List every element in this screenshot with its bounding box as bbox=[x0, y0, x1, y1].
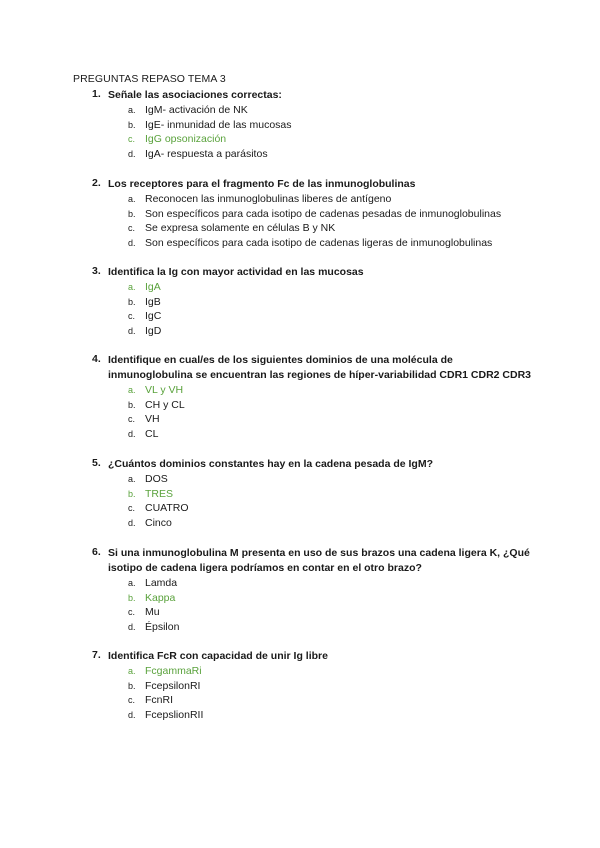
option-text: DOS bbox=[145, 473, 168, 485]
option-letter: b. bbox=[128, 296, 136, 307]
option-letter: a. bbox=[128, 666, 136, 676]
option-text: Reconocen las inmunoglobulinas liberes de antígeno bbox=[145, 193, 392, 205]
option-text: Épsilon bbox=[145, 621, 180, 634]
question-2 bbox=[0, 177, 600, 251]
option-d bbox=[0, 427, 600, 442]
question-5 bbox=[0, 457, 600, 531]
option-letter: c. bbox=[128, 311, 136, 322]
option-a bbox=[0, 576, 600, 591]
option-text: Kappa bbox=[145, 591, 176, 604]
option-letter: b. bbox=[128, 488, 136, 499]
question-1 bbox=[0, 88, 600, 162]
question-4 bbox=[0, 353, 600, 442]
option-letter: a. bbox=[128, 282, 136, 292]
question-text: Si una inmunoglobulina M presenta en uso de sus brazos una cadena ligera K, ¿Qué isotipo de cadena ligera podríamos en contar en el otro brazo? bbox=[108, 547, 530, 574]
option-text: TRES bbox=[145, 487, 174, 500]
option-letter: d. bbox=[128, 622, 136, 633]
option-c bbox=[0, 309, 600, 324]
option-b bbox=[0, 295, 600, 310]
option-letter: d. bbox=[128, 429, 136, 440]
option-letter: d. bbox=[128, 149, 136, 160]
question-6 bbox=[0, 546, 600, 635]
question-7 bbox=[0, 649, 600, 723]
option-text: Mu bbox=[145, 606, 160, 619]
option-letter: a. bbox=[128, 385, 136, 395]
option-text: IgA bbox=[145, 281, 161, 293]
question-text: Identifica la Ig con mayor actividad en las mucosas bbox=[108, 266, 364, 278]
option-letter: d. bbox=[128, 710, 136, 721]
question-text: Identifica FcR con capacidad de unir Ig libre bbox=[108, 650, 328, 662]
option-text: IgG opsonización bbox=[145, 133, 227, 146]
option-text: Cinco bbox=[145, 517, 172, 530]
option-text: IgM- activación de NK bbox=[145, 104, 248, 116]
option-letter: a. bbox=[128, 194, 136, 204]
option-text: IgD bbox=[145, 325, 162, 338]
option-a bbox=[0, 192, 600, 207]
option-d bbox=[0, 620, 600, 635]
option-d bbox=[0, 236, 600, 251]
document-title: PREGUNTAS REPASO TEMA 3 bbox=[73, 73, 226, 85]
option-text: Se expresa solamente en células B y NK bbox=[145, 222, 336, 235]
option-letter: b. bbox=[128, 680, 136, 691]
option-d bbox=[0, 147, 600, 162]
question-number: 4. bbox=[92, 353, 101, 365]
option-text: Lamda bbox=[145, 577, 178, 589]
question-number: 6. bbox=[92, 546, 101, 558]
option-text: VH bbox=[145, 413, 160, 426]
option-letter: a. bbox=[128, 578, 136, 588]
option-c bbox=[0, 412, 600, 427]
option-text: IgC bbox=[145, 310, 162, 323]
option-letter: a. bbox=[128, 105, 136, 115]
option-a-correct bbox=[0, 383, 600, 398]
option-c bbox=[0, 221, 600, 236]
option-letter: b. bbox=[128, 208, 136, 219]
question-number: 3. bbox=[92, 265, 101, 277]
option-letter: b. bbox=[128, 119, 136, 130]
option-c-correct bbox=[0, 132, 600, 147]
option-b bbox=[0, 679, 600, 694]
option-letter: c. bbox=[128, 695, 136, 706]
option-text: Son específicos para cada isotipo de cadenas pesadas de inmunoglobulinas bbox=[145, 207, 502, 220]
option-c bbox=[0, 501, 600, 516]
option-letter: d. bbox=[128, 518, 136, 529]
option-d bbox=[0, 708, 600, 723]
option-text: FcnRI bbox=[145, 694, 174, 707]
option-letter: d. bbox=[128, 238, 136, 249]
option-a bbox=[0, 472, 600, 487]
option-c bbox=[0, 693, 600, 708]
option-a bbox=[0, 103, 600, 118]
option-b bbox=[0, 207, 600, 222]
option-text: FcepslionRII bbox=[145, 709, 204, 722]
option-b bbox=[0, 118, 600, 133]
question-text: Señale las asociaciones correctas: bbox=[108, 89, 282, 101]
option-letter: c. bbox=[128, 414, 136, 425]
option-text: FcepsilonRI bbox=[145, 679, 201, 692]
option-letter: b. bbox=[128, 592, 136, 603]
option-b bbox=[0, 398, 600, 413]
option-d bbox=[0, 516, 600, 531]
option-text: Son específicos para cada isotipo de cadenas ligeras de inmunoglobulinas bbox=[145, 237, 493, 250]
question-text: Los receptores para el fragmento Fc de las inmunoglobulinas bbox=[108, 178, 416, 190]
question-number: 2. bbox=[92, 177, 101, 189]
question-number: 5. bbox=[92, 457, 101, 469]
option-a-correct bbox=[0, 280, 600, 295]
question-number: 7. bbox=[92, 649, 101, 661]
option-letter: c. bbox=[128, 607, 136, 618]
option-letter: c. bbox=[128, 134, 136, 145]
option-letter: c. bbox=[128, 503, 136, 514]
option-text: FcgammaRi bbox=[145, 665, 202, 677]
question-3 bbox=[0, 265, 600, 339]
option-letter: c. bbox=[128, 223, 136, 234]
question-text: ¿Cuántos dominios constantes hay en la cadena pesada de IgM? bbox=[108, 458, 433, 470]
option-text: VL y VH bbox=[145, 384, 184, 396]
option-letter: b. bbox=[128, 399, 136, 410]
question-text: Identifique en cual/es de los siguientes dominios de una molécula de inmunoglobulina se encuentran las regiones de híper-variabilidad CDR1 CDR2 CDR3 bbox=[108, 354, 531, 381]
option-text: CL bbox=[145, 428, 159, 441]
option-letter: a. bbox=[128, 474, 136, 484]
question-number: 1. bbox=[92, 88, 101, 100]
option-text: IgE- inmunidad de las mucosas bbox=[145, 118, 292, 131]
option-letter: d. bbox=[128, 326, 136, 337]
option-d bbox=[0, 324, 600, 339]
option-b-correct bbox=[0, 487, 600, 502]
option-c bbox=[0, 605, 600, 620]
option-a-correct bbox=[0, 664, 600, 679]
option-text: CH y CL bbox=[145, 398, 185, 411]
option-text: IgA- respuesta a parásitos bbox=[145, 148, 268, 161]
option-text: CUATRO bbox=[145, 502, 189, 515]
option-text: IgB bbox=[145, 295, 161, 308]
option-b-correct bbox=[0, 591, 600, 606]
